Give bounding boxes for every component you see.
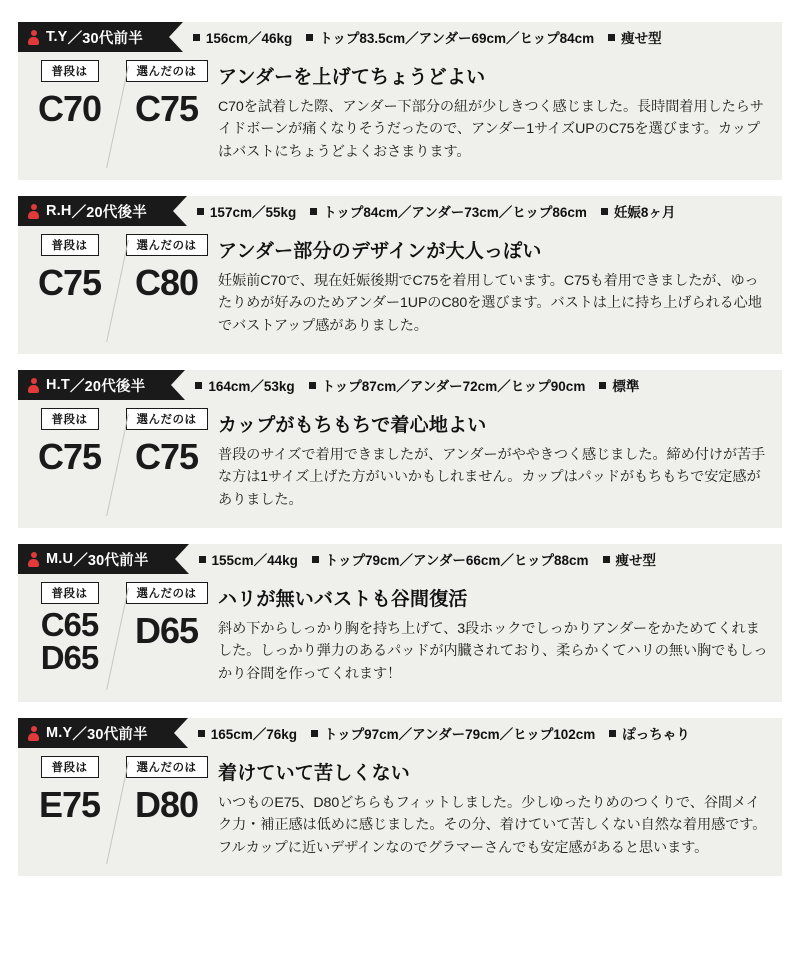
spec-item xyxy=(608,27,662,47)
reviewer-age: 30代前半 xyxy=(82,30,143,47)
square-bullet-icon xyxy=(603,556,610,563)
square-bullet-icon xyxy=(309,382,316,389)
chosen-size-block xyxy=(119,756,214,868)
size-divider xyxy=(117,756,119,868)
spec-item xyxy=(309,375,586,395)
spec-item xyxy=(603,549,657,569)
usual-size-value: C70 xyxy=(37,88,102,129)
spec-item xyxy=(312,549,589,569)
spec-item xyxy=(197,201,296,221)
spec-text: 165cm／76kg xyxy=(210,727,298,742)
spec-text: トップ83.5cm／アンダー69cm／ヒップ84cm xyxy=(319,31,595,46)
reviewer-specs xyxy=(174,718,782,748)
chosen-size-value: D80 xyxy=(134,784,199,825)
reviewer-identity xyxy=(18,196,173,226)
usual-size-block xyxy=(22,582,117,694)
review-title: アンダー部分のデザインが大人っぽい xyxy=(218,241,542,262)
person-icon xyxy=(28,204,39,219)
square-bullet-icon xyxy=(195,382,202,389)
review-text-column xyxy=(214,52,782,180)
review-body xyxy=(18,574,782,702)
size-comparison xyxy=(18,400,214,528)
square-bullet-icon xyxy=(601,208,608,215)
spec-text: 164cm／53kg xyxy=(208,379,295,394)
usual-size-label: 普段は xyxy=(41,756,99,778)
usual-size-label: 普段は xyxy=(41,408,99,430)
spec-item xyxy=(195,375,294,395)
reviewer-initials: M.U xyxy=(46,551,74,567)
usual-size-block xyxy=(22,60,117,172)
reviewer-specs xyxy=(171,370,782,400)
spec-item xyxy=(193,27,292,47)
review-title: カップがもちもちで着心地よい xyxy=(218,415,487,436)
reviewer-identity xyxy=(18,718,174,748)
reviewer-age: 20代後半 xyxy=(84,378,146,395)
spec-item xyxy=(199,549,298,569)
identity-separator: ／ xyxy=(72,726,88,743)
square-bullet-icon xyxy=(310,208,317,215)
review-comment: C70を試着した際、アンダー下部分の紐が少しきつく感じました。長時間着用したらサイドボーンが痛くなりそうだったので、アンダー1サイズUPのC75を選びます。カップはバストにちょうどよくおさまります。 xyxy=(218,99,764,160)
reviewer-specs xyxy=(173,196,782,226)
square-bullet-icon xyxy=(199,556,206,563)
usual-size-value xyxy=(41,608,99,674)
spec-text: 妊娠8ヶ月 xyxy=(613,205,676,220)
usual-size-block xyxy=(22,756,117,868)
spec-item xyxy=(311,723,595,743)
chosen-size-label: 選んだのは xyxy=(126,582,208,604)
identity-separator: ／ xyxy=(71,204,87,221)
review-title: ハリが無いバストも谷間復活 xyxy=(218,589,468,610)
chosen-size-label: 選んだのは xyxy=(126,234,208,256)
reviewer-age: 20代後半 xyxy=(86,204,147,221)
spec-item xyxy=(198,723,297,743)
person-icon xyxy=(28,726,39,741)
review-header xyxy=(18,196,782,226)
review-comment: 斜め下からしっかり胸を持ち上げて、3段ホックでしっかりアンダーをかためてくれました。しっかり弾力のあるパッドが内臓されており、柔らかくてハリの無い胸でもしっかり谷間を作ってくれます！ xyxy=(218,621,768,682)
square-bullet-icon xyxy=(608,34,615,41)
reviewer-age: 30代前半 xyxy=(87,726,148,743)
review-header xyxy=(18,544,782,574)
review-text-column xyxy=(214,748,782,876)
reviewer-identity xyxy=(18,22,169,52)
usual-size-label: 普段は xyxy=(41,582,99,604)
chosen-size-value: D65 xyxy=(134,610,199,651)
review-comment: 妊娠前C70で、現在妊娠後期でC75を着用しています。C75も着用できましたが、ゆったりめが好みのためアンダー1UPのC80を選びます。バストは上に持ち上げられる心地でバストアップ感がありました。 xyxy=(218,273,762,334)
usual-size-line1: C65 xyxy=(40,606,99,643)
chosen-size-label: 選んだのは xyxy=(126,408,208,430)
usual-size-label: 普段は xyxy=(41,234,99,256)
spec-text: トップ97cm／アンダー79cm／ヒップ102cm xyxy=(324,727,596,742)
review-text-column xyxy=(214,574,782,702)
reviewer-initials: T.Y xyxy=(46,29,68,45)
chosen-size-block xyxy=(119,60,214,172)
square-bullet-icon xyxy=(609,730,616,737)
square-bullet-icon xyxy=(198,730,205,737)
person-icon xyxy=(28,30,39,45)
review-body xyxy=(18,226,782,354)
review-text-column xyxy=(214,400,782,528)
review-body xyxy=(18,52,782,180)
size-comparison xyxy=(18,226,214,354)
review-title: 着けていて苦しくない xyxy=(218,763,411,784)
square-bullet-icon xyxy=(197,208,204,215)
usual-size-block xyxy=(22,408,117,520)
chosen-size-value: C75 xyxy=(134,88,199,129)
spec-item xyxy=(310,201,587,221)
person-icon xyxy=(28,378,39,393)
chosen-size-value: C80 xyxy=(134,262,199,303)
size-divider xyxy=(117,60,119,172)
spec-item xyxy=(601,201,676,221)
identity-separator: ／ xyxy=(73,552,88,569)
reviewer-specs xyxy=(175,544,782,574)
chosen-size-label: 選んだのは xyxy=(126,60,208,82)
square-bullet-icon xyxy=(193,34,200,41)
chosen-size-block xyxy=(119,408,214,520)
size-divider xyxy=(117,582,119,694)
spec-text: 標準 xyxy=(612,379,640,394)
spec-text: トップ79cm／アンダー66cm／ヒップ88cm xyxy=(324,553,589,568)
square-bullet-icon xyxy=(599,382,606,389)
review-body xyxy=(18,748,782,876)
review-comment: いつものE75、D80どちらもフィットしました。少しゆったりめのつくりで、谷間メイク力・補正感は低めに感じました。その分、着けていて苦しくない自然な着用感です。フルカップに近いデザインなのでグラマーさんでも安定感があると思います。 xyxy=(218,795,767,856)
review-card xyxy=(18,370,782,528)
spec-text: 155cm／44kg xyxy=(211,553,298,568)
usual-size-value: C75 xyxy=(37,436,102,477)
person-icon xyxy=(28,552,39,567)
usual-size-block xyxy=(22,234,117,346)
spec-item xyxy=(599,375,639,395)
spec-item xyxy=(306,27,594,47)
spec-text: トップ87cm／アンダー72cm／ヒップ90cm xyxy=(321,379,586,394)
reviewer-age: 30代前半 xyxy=(87,552,149,569)
square-bullet-icon xyxy=(306,34,313,41)
reviewer-specs xyxy=(169,22,782,52)
identity-separator: ／ xyxy=(69,378,85,395)
size-comparison xyxy=(18,748,214,876)
review-header xyxy=(18,370,782,400)
reviewer-identity xyxy=(18,370,171,400)
review-card xyxy=(18,718,782,876)
review-text-column xyxy=(214,226,782,354)
chosen-size-value: C75 xyxy=(134,436,199,477)
spec-text: 痩せ型 xyxy=(615,553,657,568)
spec-text: 157cm／55kg xyxy=(209,205,297,220)
spec-text: トップ84cm／アンダー73cm／ヒップ86cm xyxy=(323,205,587,220)
review-title: アンダーを上げてちょうどよい xyxy=(218,67,486,88)
size-comparison xyxy=(18,574,214,702)
reviewer-identity xyxy=(18,544,175,574)
square-bullet-icon xyxy=(312,556,319,563)
review-card xyxy=(18,22,782,180)
review-card xyxy=(18,196,782,354)
chosen-size-block xyxy=(119,582,214,694)
identity-separator: ／ xyxy=(67,30,83,47)
square-bullet-icon xyxy=(311,730,318,737)
size-comparison xyxy=(18,52,214,180)
spec-text: 156cm／46kg xyxy=(205,31,293,46)
review-header xyxy=(18,22,782,52)
size-divider xyxy=(117,234,119,346)
size-divider xyxy=(117,408,119,520)
usual-size-line2: D65 xyxy=(40,639,99,676)
usual-size-label: 普段は xyxy=(41,60,99,82)
review-body xyxy=(18,400,782,528)
usual-size-value: C75 xyxy=(37,262,102,303)
spec-text: ぽっちゃり xyxy=(622,727,690,742)
reviewer-initials: R.H xyxy=(46,203,72,219)
review-header xyxy=(18,718,782,748)
spec-item xyxy=(609,723,690,743)
usual-size-value: E75 xyxy=(38,784,101,825)
spec-text: 痩せ型 xyxy=(621,31,662,46)
review-comment: 普段のサイズで着用できましたが、アンダーがややきつく感じました。締め付けが苦手な方は1サイズ上げた方がいいかもしれません。カップはパッドがもちもちで安定感がありました。 xyxy=(218,447,766,508)
chosen-size-block xyxy=(119,234,214,346)
review-card xyxy=(18,544,782,702)
chosen-size-label: 選んだのは xyxy=(126,756,208,778)
reviewer-initials: M.Y xyxy=(46,725,73,741)
reviewer-initials: H.T xyxy=(46,377,70,393)
